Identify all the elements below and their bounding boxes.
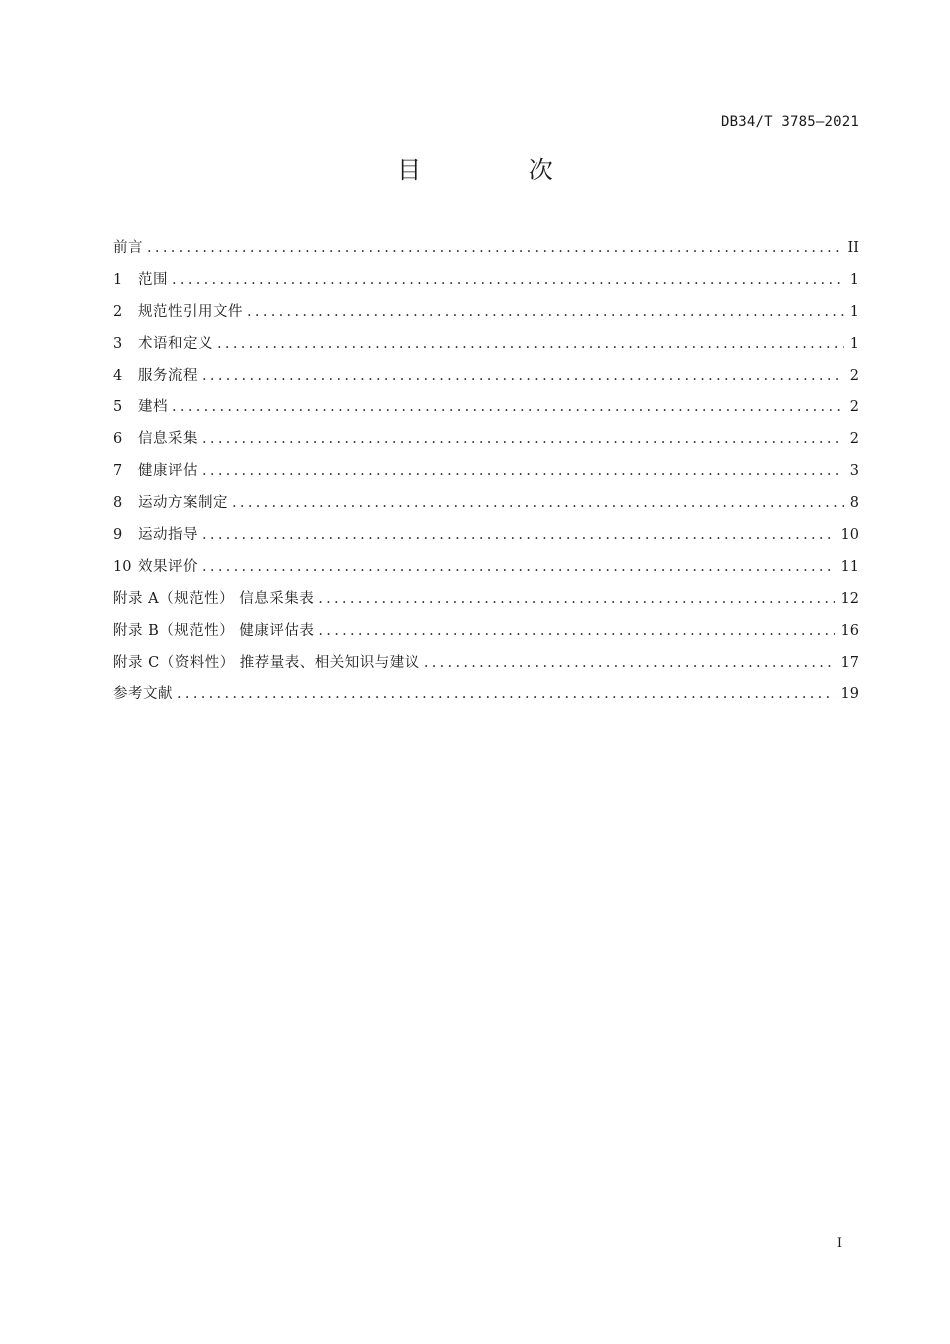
toc-entry-label: 术语和定义 <box>138 335 213 352</box>
toc-entry-label: 规范性引用文件 <box>138 303 243 320</box>
toc-entry-health-assessment[interactable] <box>113 459 859 491</box>
toc-entry-label: 服务流程 <box>138 367 198 384</box>
toc-dot-leader <box>424 655 835 671</box>
toc-entry-page: 2 <box>849 367 859 384</box>
toc-entry-page: 1 <box>849 335 859 352</box>
toc-dot-leader <box>232 495 844 511</box>
toc-dot-leader <box>177 686 835 702</box>
page-title: 目 次 <box>397 156 603 184</box>
toc-entry-number: 9 <box>113 527 123 544</box>
toc-entry-label: 效果评价 <box>138 558 198 575</box>
toc-entry-number: 3 <box>113 335 123 352</box>
toc-entry-number: 7 <box>113 463 123 480</box>
toc-entry-appendix-c[interactable] <box>113 651 859 683</box>
document-code: DB34/T 3785—2021 <box>720 114 859 130</box>
toc-dot-leader <box>172 399 844 415</box>
toc-dot-leader <box>172 272 844 288</box>
toc-entry-label: 信息采集 <box>138 431 198 448</box>
toc-entry-number: 6 <box>113 431 123 448</box>
toc-entry-page: 1 <box>849 303 859 320</box>
toc-entry-number: 1 <box>113 271 123 288</box>
toc-dot-leader <box>217 336 844 352</box>
toc-entry-foreword[interactable] <box>113 236 859 268</box>
toc-entry-page: 16 <box>840 622 859 639</box>
toc-entry-bibliography[interactable] <box>113 682 859 714</box>
toc-dot-leader <box>202 559 835 575</box>
toc-entry-page: 10 <box>840 527 859 544</box>
toc-entry-information-collection[interactable] <box>113 427 859 459</box>
toc-entry-page: 17 <box>840 654 859 671</box>
toc-entry-appendix-a[interactable] <box>113 587 859 619</box>
toc-entry-number: 10 <box>113 558 132 575</box>
toc-entry-label: 附录 A（规范性） 信息采集表 <box>113 590 315 607</box>
toc-dot-leader <box>202 431 844 447</box>
toc-entry-label: 附录 B（规范性） 健康评估表 <box>113 622 315 639</box>
toc-entry-archiving[interactable] <box>113 395 859 427</box>
toc-dot-leader <box>202 463 844 479</box>
toc-entry-page: II <box>847 240 859 256</box>
toc-entry-page: 2 <box>849 431 859 448</box>
toc-entry-page: 12 <box>840 590 859 607</box>
toc-entry-page: 19 <box>840 686 859 703</box>
toc-entry-label: 运动方案制定 <box>138 495 228 512</box>
toc-entry-page: 8 <box>849 495 859 512</box>
toc-entry-exercise-guidance[interactable] <box>113 523 859 555</box>
toc-entry-label: 健康评估 <box>138 463 198 480</box>
toc-entry-label: 范围 <box>138 271 168 288</box>
toc-entry-appendix-b[interactable] <box>113 619 859 651</box>
toc-entry-page: 2 <box>849 399 859 416</box>
toc-entry-normative-references[interactable] <box>113 300 859 332</box>
toc-dot-leader <box>202 527 835 543</box>
toc-dot-leader <box>202 368 844 384</box>
toc-entry-exercise-plan[interactable] <box>113 491 859 523</box>
toc-entry-label: 附录 C（资料性） 推荐量表、相关知识与建议 <box>113 654 420 671</box>
toc-entry-number: 5 <box>113 399 123 416</box>
toc-entry-page: 1 <box>849 271 859 288</box>
table-of-contents <box>113 236 859 714</box>
toc-entry-label: 参考文献 <box>113 686 173 703</box>
page-number: I <box>836 1236 842 1251</box>
toc-entry-effect-evaluation[interactable] <box>113 555 859 587</box>
toc-entry-label: 建档 <box>138 399 168 416</box>
toc-entry-label: 运动指导 <box>138 527 198 544</box>
toc-entry-label: 前言 <box>113 240 143 256</box>
toc-dot-leader <box>147 240 842 256</box>
toc-entry-page: 11 <box>840 558 859 575</box>
toc-entry-page: 3 <box>849 463 859 480</box>
toc-entry-terms-definitions[interactable] <box>113 332 859 364</box>
toc-dot-leader <box>247 304 844 320</box>
toc-dot-leader <box>318 591 834 607</box>
toc-entry-number: 2 <box>113 303 123 320</box>
toc-dot-leader <box>318 623 834 639</box>
toc-entry-number: 4 <box>113 367 123 384</box>
toc-entry-service-process[interactable] <box>113 364 859 396</box>
toc-entry-number: 8 <box>113 495 123 512</box>
toc-entry-scope[interactable] <box>113 268 859 300</box>
